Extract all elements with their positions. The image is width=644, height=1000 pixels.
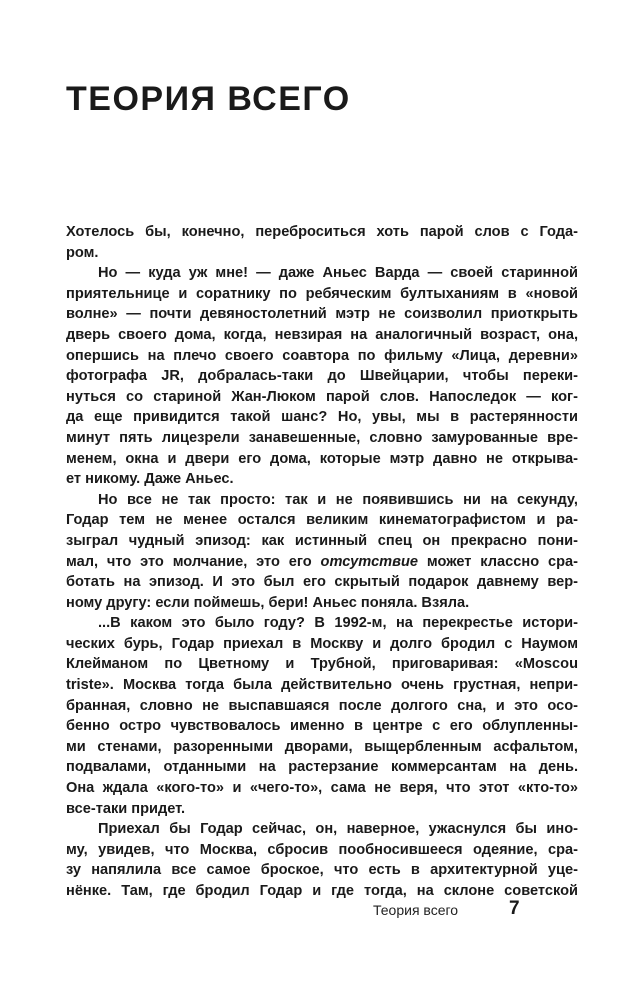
text-line: Она ждала «кого-то» и «чего-то», сама не веря, что этот «кто-то» (66, 780, 578, 797)
text-line: все-таки придет. (66, 800, 186, 817)
text-line: зу напялила все самое броское, что есть в архитектурной уце- (66, 862, 578, 879)
text-line: да еще привидится такой шанс? Но, увы, мы в растерянности (66, 409, 578, 426)
text-line: нуться со стариной Жан-Люком парой слов. Напоследок — ког- (66, 388, 578, 405)
text-line: подвалами, отданными на растерзание коммерсантам на день. (66, 759, 578, 776)
text-segment: может классно сра- (418, 553, 578, 570)
text-line: Но — куда уж мне! — даже Аньес Варда — своей старинной (98, 265, 578, 282)
text-line: менем, окна и двери его дома, которые мэтр давно не открыва- (66, 450, 578, 467)
text-line: приятельнице и соратнику по ребяческим бултыханиям в «новой (66, 285, 578, 302)
text-line: ческих бурь, Годар приехал в Москву и долго бродил с Наумом (66, 635, 578, 652)
text-line: Приехал бы Годар сейчас, он, наверное, ужаснулся бы ино- (98, 821, 578, 838)
text-line: ми стенами, разоренными дворами, выщербленным асфальтом, (66, 738, 578, 755)
text-line: ному другу: если поймешь, бери! Аньес поняла. Взяла. (66, 594, 470, 611)
text-line: му, увидев, что Москва, сбросив пообносившееся одеяние, сра- (66, 841, 578, 858)
text-line: ...В каком это было году? В 1992-м, на перекрестье истори- (98, 615, 578, 632)
text-line: Годар тем не менее остался великим кинематографистом и ра- (66, 512, 578, 529)
text-line: волне» — почти девяностолетний мэтр не соизволил приоткрыть (66, 306, 578, 323)
text-line: нёнке. Там, где бродил Годар и где тогда, на склоне советской (66, 883, 578, 899)
text-line: Хотелось бы, конечно, переброситься хоть парой слов с Года- (66, 224, 578, 240)
text-line: ет никому. Даже Аньес. (66, 471, 234, 488)
text-line: дверь своего дома, когда, невзирая на аналогичный возраст, она, (66, 326, 578, 343)
body-text (66, 222, 578, 902)
chapter-title: ТЕОРИЯ ВСЕГО (66, 80, 351, 118)
text-line: опершись на плечо своего соавтора по фильму «Лица, деревни» (66, 347, 578, 364)
text-line: Но все не так просто: так и не появившись ни на секунду, (98, 491, 578, 508)
page-number: 7 (509, 898, 520, 919)
emphasized-word: отсутствие (320, 553, 419, 570)
text-line: ботать на эпизод. И это был его скрытый подарок давнему вер- (66, 574, 578, 591)
text-line (66, 552, 578, 573)
text-line: triste». Москва тогда была действительно очень грустная, непри- (66, 677, 578, 694)
text-line: зыграл чудный эпизод: как истинный спец он прекрасно пони- (66, 532, 578, 549)
text-line: Клейманом по Цветному и Трубной, приговаривая: «Moscou (66, 656, 578, 673)
text-line: ром. (66, 244, 99, 261)
text-line: фотографа JR, добралась-таки до Швейцарии, чтобы переки- (66, 368, 578, 385)
text-line: бенно остро чувствовалось именно в центре с его облупленны- (66, 718, 578, 735)
running-title: Теория всего (373, 902, 459, 918)
text-line: бранная, словно не выспавшаяся после долгого сна, и это осо- (66, 697, 578, 714)
text-segment: мал, что это молчание, это его (66, 553, 321, 570)
text-line: минут пять лицезрели занавешенные, словно замурованные вре- (66, 429, 578, 446)
